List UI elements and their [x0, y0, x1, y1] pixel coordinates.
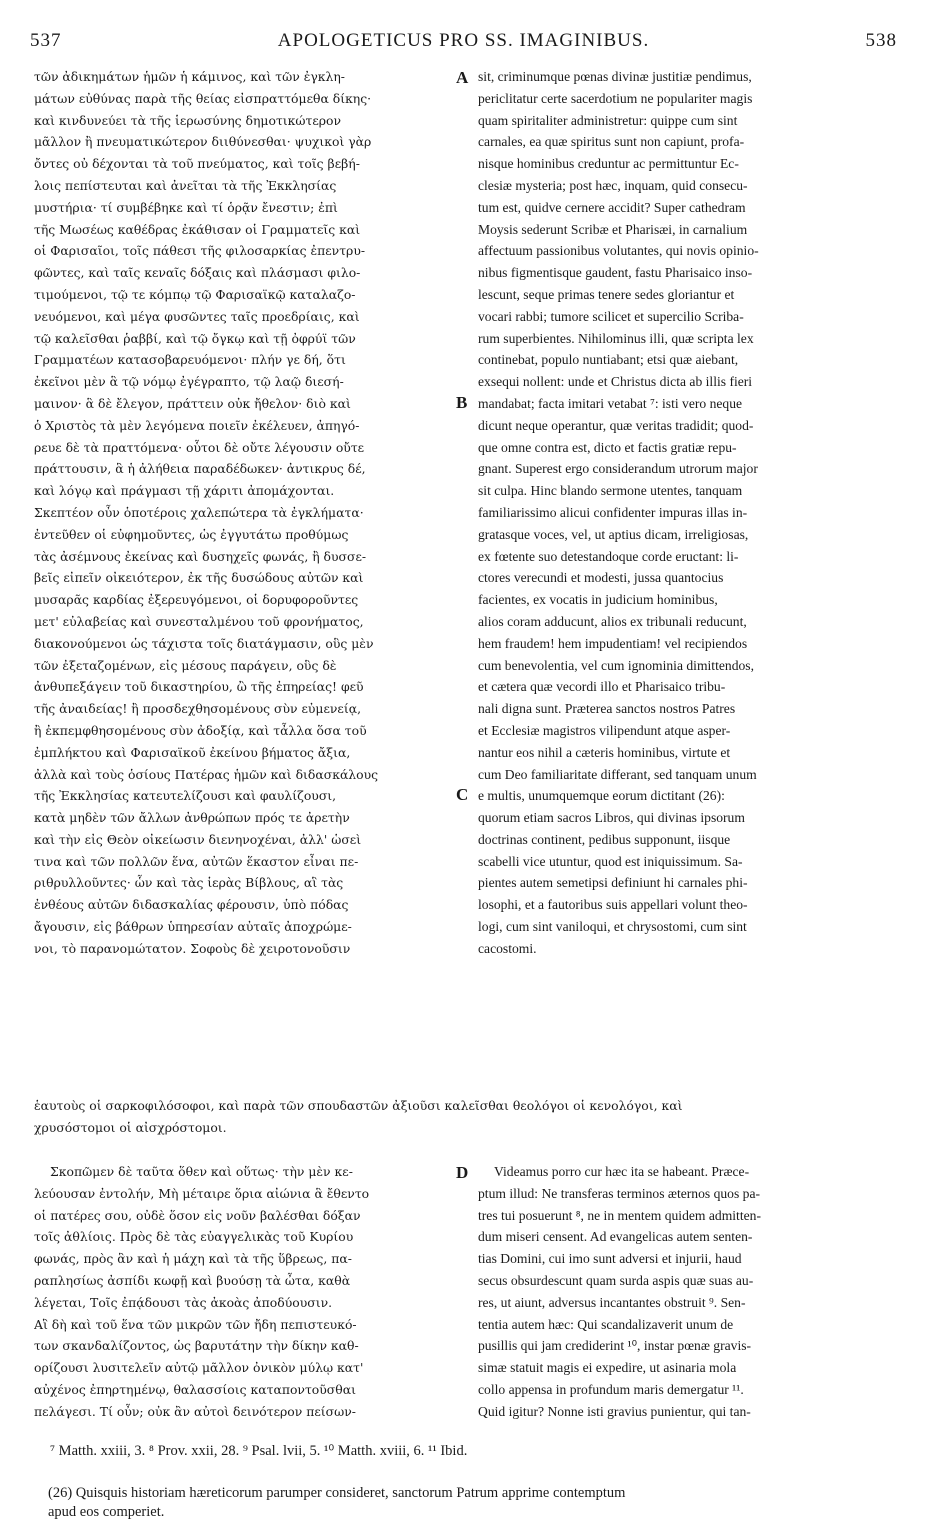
greek-text-line: των σκανδαλίζοντος, ὡς βαρυτάτην τὴν δίκην καθ-: [34, 1338, 359, 1354]
latin-text-line: e multis, unumquemque eorum dictitant (26):: [478, 788, 725, 804]
greek-text-line: ἑαυτοὺς οἱ σαρκοφιλόσοφοι, καὶ παρὰ τῶν σπουδαστῶν ἀξιοῦσι καλεῖσθαι θεολόγοι οἱ κενολόγοι, καὶ: [34, 1098, 683, 1113]
greek-text-line: καὶ τὴν εἰς Θεὸν οἰκείωσιν διενηνοχέναι, ἀλλ' ὡσεὶ: [34, 831, 362, 847]
greek-text-line: μᾶλλον ἢ πνευματικώτερον διιθύνεσθαι· ψυχικοὶ γὰρ: [34, 134, 372, 150]
latin-text-line: pientes autem semetipsi definiunt hi carnales phi-: [478, 875, 748, 891]
latin-text-line: rum superbientes. Nihilominus illi, quæ scripta lex: [478, 330, 754, 346]
latin-text-line: cacostomi.: [478, 940, 537, 956]
latin-text-line: tum est, quidve cernere accidit? Super cathedram: [478, 199, 746, 215]
greek-text-line: καὶ λόγῳ καὶ πράγμασι τῇ χάριτι ἀπομάχονται.: [34, 483, 335, 499]
greek-text-line: λέγεται, Τοῖς ἐπᾴδουσι τὰς ἀκοὰς ἀποδύουσιν.: [34, 1294, 333, 1310]
greek-text-line: ἀλλὰ καὶ τοὺς ὁσίους Πατέρας ἡμῶν καὶ διδασκάλους: [34, 766, 379, 782]
greek-text-line: καὶ κινδυνεύει τὰ τῆς ἱερωσύνης δημοτικώτερον: [34, 112, 342, 128]
greek-text-line: νοι, τὸ παρανομώτατον. Σοφοὺς δὲ χειροτονοῦσιν: [34, 940, 351, 956]
latin-text-line: affectuum passionibus volutantes, qui novis opinio-: [478, 243, 759, 259]
latin-text-line: nibus figmentisque gaudent, fastu Pharisaico inso-: [478, 265, 753, 281]
greek-text-line: ραπλησίως ἀσπίδι κωφῇ καὶ βυούσῃ τὰ ὦτα, καθὰ: [34, 1272, 351, 1288]
latin-text-line: quam spiritaliter administretur: quippe cum sint: [478, 112, 738, 128]
greek-text-line: ἄγουσιν, εἰς βάθρων ὑπηρεσίαν αὐταῖς ἀποχρώμε-: [34, 919, 352, 935]
section-marker-d: D: [456, 1163, 469, 1182]
greek-text-line: λεύουσαν ἐντολήν, Μὴ μέταιρε ὅρια αἰώνια ἃ ἔθεντο: [34, 1185, 370, 1201]
latin-text-line: facientes, ex vocatis in judicium hominibus,: [478, 592, 718, 608]
latin-text-line: vocari rabbi; tumore scilicet et supercilio Scriba-: [478, 308, 744, 324]
latin-text-line: ptum illud: Ne transferas terminos æternos quos pa-: [478, 1185, 761, 1201]
greek-text-line: τὰς ἀσέμνους ἐκείνας καὶ δυσηχεῖς φωνάς, ἢ δυσσε-: [34, 548, 367, 564]
latin-text-line: familiarissimo alicui confidenter impuras illas in-: [478, 504, 748, 520]
latin-text-line: periclitatur certe sacerdotium ne populariter magis: [478, 90, 753, 106]
comment-line: apud eos comperiet.: [48, 1504, 165, 1520]
latin-text-line: nali digna sunt. Præterea sanctos nostros Patres: [478, 701, 736, 717]
latin-text-line: ctores verecundi et modesti, jussa quantocius: [478, 570, 724, 586]
greek-text-line: ὁ Χριστὸς τὰ μὲν λεγόμενα ποιεῖν ἐκέλευεν, ἀπηγό-: [34, 417, 360, 433]
greek-text-line: ἐνθέους αὐτῶν διδασκαλίας φέρουσιν, ὑπὸ πόδας: [34, 897, 349, 913]
latin-column-lower: [478, 1161, 892, 1423]
page-number-left: 537: [30, 30, 62, 51]
greek-text-line: τιμούμενοι, τῷ τε κόμπῳ τῷ Φαρισαϊκῷ καταλαζο-: [34, 286, 356, 302]
greek-text-line: τῆς Μωσέως καθέδρας ἐκάθισαν οἱ Γραμματεῖς καὶ: [34, 221, 361, 237]
page-number-right: 538: [865, 30, 897, 51]
greek-text-line: Γραμματέων κατασοβαρευόμενοι· πλήν γε δή, ὅτι: [34, 352, 346, 368]
greek-text-line: νευόμενοι, καὶ μέγα φυσῶντες ταῖς προεδρίαις, καὶ: [34, 308, 360, 324]
latin-text-line: et Ecclesiæ magistros vilipendunt atque asper-: [478, 722, 731, 738]
latin-text-line: tias Domini, cui imo sunt adversi et injurii, haud: [478, 1251, 742, 1267]
greek-text-line: ριθρυλλοῦντες· ὧν καὶ τὰς ἱερὰς Βίβλους, αἳ τὰς: [34, 875, 344, 891]
section-marker-b: B: [456, 393, 468, 412]
latin-text-line: cum benevolentia, vel cum ignominia dimittendos,: [478, 657, 754, 673]
latin-text-line: que omne contra est, dicto et factis gratiæ repu-: [478, 439, 737, 455]
latin-text-line: nisque hominibus creduntur ac permittuntur Ec-: [478, 156, 739, 172]
greek-text-line: Σκεπτέον οὖν ὁποτέροις χαλεπώτερα τὰ ἐγκλήματα·: [34, 504, 364, 520]
scholarly-comment: [48, 1484, 908, 1522]
greek-text-line: μάτων εὐθύνας παρὰ τῆς θείας εἰσπραττόμεθα δίκης·: [34, 90, 372, 106]
latin-text-line: losophi, et a fautoribus suis appellari volunt theo-: [478, 897, 748, 913]
latin-text-line: Moysis sederunt Scribæ et Pharisæi, in carnalium: [478, 221, 748, 237]
greek-text-line: φῶντες, καὶ ταῖς κεναῖς δόξαις καὶ πλάσμασι φιλο-: [34, 265, 361, 281]
greek-text-line: λοις πεπίστευται καὶ ἀνεῖται τὰ τῆς Ἐκκλησίας: [34, 177, 337, 193]
latin-text-line: dicunt neque operantur, quæ veritas tradidit; quod-: [478, 417, 754, 433]
greek-full-width-text: [34, 1095, 892, 1139]
latin-text-line: ex fœtente suo detestandoque corde eructant: li-: [478, 548, 739, 564]
section-marker-c: C: [456, 785, 469, 804]
section-marker-a: A: [456, 68, 469, 87]
greek-text-line: φωνάς, πρὸς ἃν καὶ ἡ μάχη καὶ τὰ τῆς ὕβρεως, πα-: [34, 1251, 352, 1267]
greek-text-line: τῶν ἐξεταζομένων, εἰς μέσους παράγειν, οὓς δὲ: [34, 657, 337, 673]
latin-text-line: collo appensa in profundum maris demergatur ¹¹.: [478, 1381, 744, 1397]
greek-text-line: τινα καὶ τῶν πολλῶν ἕνα, αὐτῶν ἕκαστον εἶναι πε-: [34, 853, 359, 869]
greek-text-line: μετ' εὐλαβείας καὶ συνεσταλμένου τοῦ φρονήματος,: [34, 613, 364, 629]
running-header: [30, 30, 897, 64]
latin-text-line: tres tui posuerunt ⁸, ne in mentem quidem admitten-: [478, 1207, 761, 1223]
greek-text-line: αὐχένος ἐπηρτημένῳ, θαλασσίοις καταποντοῦσθαι: [34, 1381, 356, 1397]
latin-text-line: tentia autem hæc: Qui scandalizaverit unum de: [478, 1316, 734, 1332]
greek-column-lower: [34, 1161, 454, 1423]
latin-text-line: cum Deo familiaritate differant, sed tanquam unum: [478, 766, 757, 782]
latin-column-upper: [478, 66, 892, 960]
latin-text-line: clesiæ mysteria; post hæc, inquam, quid consecu-: [478, 177, 748, 193]
greek-text-line: οἱ Φαρισαῖοι, τοῖς πάθεσι τῆς φιλοσαρκίας ἐπεντρυ-: [34, 243, 366, 259]
greek-text-line: τῆς ἀναιδείας! ἢ προσδεχθησομένους σὺν εὐμενείᾳ,: [34, 701, 362, 717]
greek-text-line: κατὰ μηδὲν τῶν ἄλλων ἀνθρώπων πρός τε ἀρετὴν: [34, 810, 350, 826]
latin-text-line: Quid igitur? Nonne isti gravius punientur, qui tan-: [478, 1403, 751, 1419]
latin-text-line: nantur eos nihil a cæteris hominibus, virtute et: [478, 744, 731, 760]
greek-text-line: τῆς Ἐκκλησίας κατευτελίζουσι καὶ φαυλίζουσι,: [34, 788, 337, 804]
comment-line: (26) Quisquis historiam hæreticorum parumper consideret, sanctorum Patrum apprime contemptum: [48, 1485, 626, 1501]
greek-text-line: χρυσόστομοι οἱ αἰσχρόστομοι.: [34, 1119, 227, 1135]
latin-text-line: alios coram adducunt, alios ex tribunali reducunt,: [478, 613, 747, 629]
greek-text-line: βεῖς εἰπεῖν οἰκειότερον, ἐκ τῆς δυσώδους αὐτῶν καὶ: [34, 570, 364, 586]
latin-text-line: simæ statuit magis ei expedire, ut asinaria mola: [478, 1360, 737, 1376]
latin-text-line: sit culpa. Hinc blando sermone utentes, tanquam: [478, 483, 743, 499]
latin-text-line: hem fraudem! hem impudentiam! vel recipiendos: [478, 635, 748, 651]
greek-text-line: ρευε δὲ τὰ πραττόμενα· οὗτοι δὲ οὔτε λέγουσιν οὔτε: [34, 439, 365, 455]
greek-text-line: ἢ ἐκπεμφθησομένους σὺν ἀδοξίᾳ, καὶ τἆλλα ὅσα τοῦ: [34, 722, 367, 738]
latin-text-line: sit, criminumque pœnas divinæ justitiæ pendimus,: [478, 69, 752, 84]
greek-text-line: τοῖς ἀθλίοις. Πρὸς δὲ τὰς εὐαγγελικὰς τοῦ Κυρίου: [34, 1229, 354, 1245]
greek-text-line: ἐντεῦθεν οἱ εὐφημοῦντες, ὡς ἐγγυτάτω προθύμως: [34, 526, 349, 542]
greek-text-line: ἐμπλήκτου καὶ Φαρισαϊκοῦ ἐκείνου βήματος ἄξια,: [34, 744, 351, 760]
latin-text-line: doctrinas continent, pedibus supponunt, iisque: [478, 831, 731, 847]
latin-text-line: carnales, ea quæ spiritus sunt non capiunt, profa-: [478, 134, 745, 150]
latin-text-line: lescunt, seque primas tenere sedes gloriantur et: [478, 286, 735, 302]
latin-text-line: res, ut aiunt, adversus incantantes obstruit ⁹. Sen-: [478, 1294, 746, 1310]
latin-text-line: gnant. Superest ergo considerandum utrorum major: [478, 461, 758, 477]
running-title: APOLOGETICUS PRO SS. IMAGINIBUS.: [277, 30, 650, 51]
latin-text-line: exsequi nollent: unde et Christus dicta ab illis fieri: [478, 374, 753, 390]
latin-text-line: secus obsurdescunt quam surda aspis quæ suas au-: [478, 1272, 754, 1288]
greek-text-line: ἀνθυπεξάγειν τοῦ δικαστηρίου, ὢ τῆς ἐπηρείας! φεῦ: [34, 679, 364, 695]
latin-text-line: scabelli vice utuntur, quod est iniquissimum. Sa-: [478, 853, 743, 869]
greek-text-line: πελάγεσι. Τί οὖν; οὐκ ἂν αὐτοὶ δεινότερον πείσων-: [34, 1403, 356, 1419]
greek-text-line: ορίζουσι λυσιτελεῖν αὐτῷ μᾶλλον ὀνικὸν μύλῳ κατ': [34, 1360, 364, 1376]
latin-text-line: continebat, populo nuntiabant; etsi quæ aiebant,: [478, 352, 739, 368]
greek-text-line: μυσαρᾶς καρδίας ἐξερευγόμενοι, οἱ δορυφοροῦντες: [34, 592, 359, 608]
greek-text-line: τῶν ἀδικημάτων ἡμῶν ἡ κάμινος, καὶ τῶν ἐγκλη-: [34, 69, 345, 84]
latin-text-line: et cætera quæ vecordi illo et Pharisaico tribu-: [478, 679, 726, 695]
greek-text-line: οἱ πατέρες σου, οὐδὲ ὅσον εἰς νοῦν βαλέσθαι δόξαν: [34, 1207, 361, 1223]
greek-text-line: μυστήρια· τί συμβέβηκε καὶ τί ὁρᾷν ἔνεστιν; ἐπὶ: [34, 199, 338, 215]
greek-text-line: Σκοπῶμεν δὲ ταῦτα ὅθεν καὶ οὕτως· τὴν μὲν κε-: [50, 1164, 353, 1179]
greek-text-line: διακονούμενοι ὡς τάχιστα τοῖς διατάγμασιν, οὓς μὲν: [34, 635, 374, 651]
greek-text-line: τῷ καλεῖσθαι ῥαββί, καὶ τῷ ὄγκῳ καὶ τῇ ὀφρύϊ τῶν: [34, 330, 356, 346]
latin-text-line: Videamus porro cur hæc ita se habeant. Præce-: [494, 1164, 750, 1179]
latin-text-line: quorum etiam sacros Libros, qui divinas ipsorum: [478, 810, 745, 826]
latin-text-line: logi, cum sint vaniloqui, et chrysostomi, cum sint: [478, 919, 747, 935]
greek-text-line: Αἳ δὴ καὶ τοῦ ἕνα τῶν μικρῶν τῶν ἤδη πεπιστευκό-: [34, 1316, 357, 1332]
latin-text-line: gratasque voces, vel, ut aptius dicam, irreligiosas,: [478, 526, 749, 542]
greek-text-line: μαινον· ἃ δὲ ἔλεγον, πράττειν οὐκ ἤθελον· διὸ καὶ: [34, 395, 351, 411]
footnotes: ⁷ Matth. xxiii, 3. ⁸ Prov. xxii, 28. ⁹ Psal. lvii, 5. ¹⁰ Matth. xviii, 6. ¹¹ Ibid.: [50, 1443, 468, 1459]
greek-text-line: πράττουσιν, ἃ ἡ ἀλήθεια παραδέδωκεν· ἀντικρυς δέ,: [34, 461, 366, 477]
latin-text-line: mandabat; facta imitari vetabat ⁷: isti vero neque: [478, 395, 743, 411]
latin-text-line: dum miseri censent. Ad evangelicas autem senten-: [478, 1229, 753, 1245]
latin-text-line: pusillis qui jam crediderint ¹⁰, instar pœnæ gravis-: [478, 1338, 752, 1354]
greek-column-upper: [34, 66, 454, 960]
greek-text-line: ἐκεῖνοι μὲν ἃ τῷ νόμῳ ἐγέγραπτο, τῷ λαῷ διεσή-: [34, 374, 344, 390]
greek-text-line: ὄντες οὐ δέχονται τὰ τοῦ πνεύματος, καὶ τοῖς βεβή-: [34, 156, 360, 172]
